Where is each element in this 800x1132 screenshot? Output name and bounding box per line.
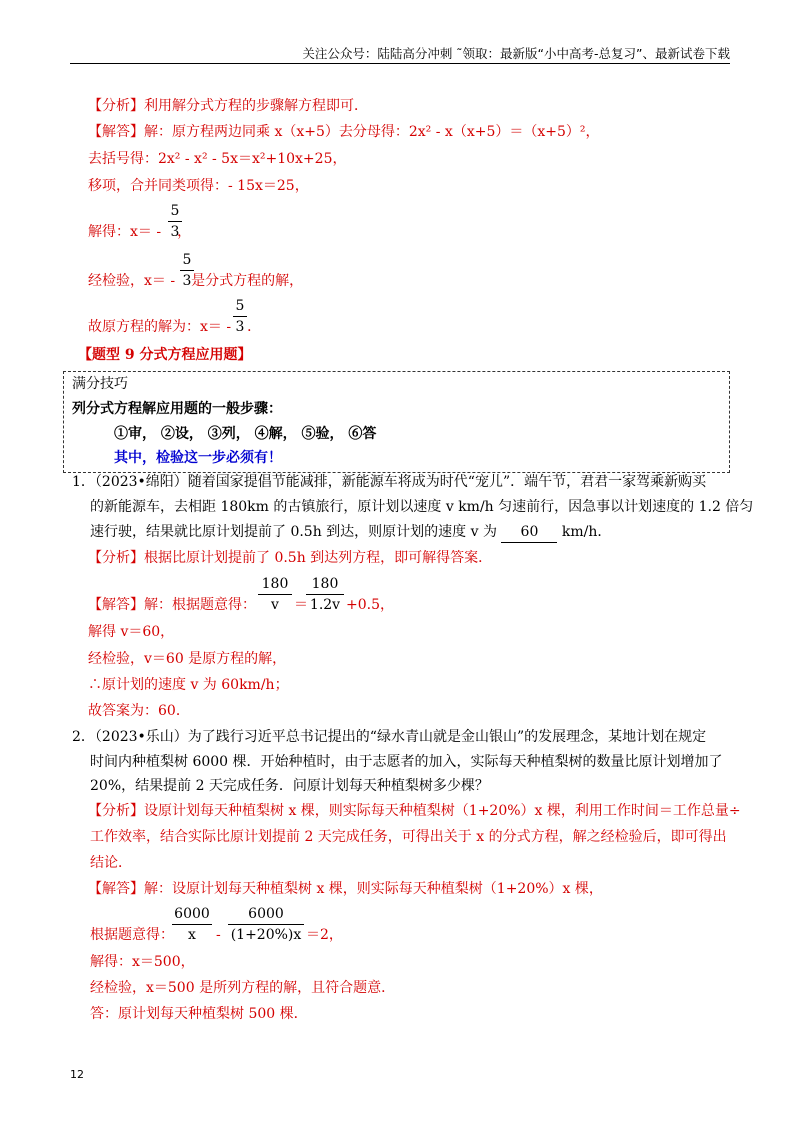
q1-solution-line3: 经检验，v＝60 是原方程的解， [88,651,287,667]
prev-solution-line2: 去括号得：2x² - x² - 5x＝x²+10x+25， [88,151,347,167]
frac-bar [180,270,194,271]
prev-l6-post: ． [247,319,262,335]
q1-solution-line2: 解得 v＝60， [88,624,175,640]
frac-num: 6000 [248,906,284,922]
q1-solution-line1 [88,595,256,615]
q2-solution-line1: 【解答】解：设原计划每天种植梨树 x 棵，则实际每天种植梨树（1+20%）x 棵， [88,881,603,897]
frac-bar [168,221,182,222]
q2-sol-post: ＝2， [306,927,343,943]
prev-solution-line5 [88,271,303,291]
frac-bar [233,316,247,317]
q1-solution-line5: 故答案为：60． [88,703,190,719]
frac-bar [306,594,344,595]
q2-analysis-line2: 工作效率，结合实际比原计划提前 2 天完成任务，可得出关于 x 的分式方程，解之经检验后，即可得出 [90,829,727,845]
page-number: 12 [70,1068,84,1081]
tips-title: 满分技巧 [72,376,128,392]
prev-l5-post: 是分式方程的解， [191,273,304,289]
q1-analysis: 【分析】根据比原计划提前了 0.5h 到达列方程，即可解得答案． [88,550,493,566]
frac-den: x [188,927,196,943]
frac-num: 180 [261,576,289,592]
q1-solution-line4: ∴原计划的速度 v 为 60km/h； [88,677,289,693]
prev-l5-pre: 经检验，x＝ - [88,273,176,289]
q1-line3 [90,522,611,543]
tips-steps: ①审， ②设， ③列， ④解， ⑤验， ⑥答 [114,426,377,442]
prev-l4-post: ， [177,224,192,240]
q2-fraction-1 [172,906,212,943]
q1-line1: 1．（2023•绵阳）随着国家提倡节能减排，新能源车将成为时代“宠儿”．端午节，君君一家驾乘新购买 [72,474,707,490]
q1-l3-pre: 速行驶，结果就比原计划提前了 0.5h 到达，则原计划的速度 v 为 [90,524,502,540]
prev-analysis: 【分析】利用解分式方程的步骤解方程即可． [88,98,368,114]
q2-solution-line5: 答：原计划每天种植梨树 500 棵． [90,1006,308,1022]
frac-den: 1.2v [309,597,341,613]
q2-solution-line2 [90,925,174,945]
frac-den: 3 [182,273,192,289]
q2-analysis-line1: 【分析】设原计划每天种植梨树 x 棵，则实际每天种植梨树（1+20%）x 棵，利用工作时间＝工作总量÷ [88,803,741,819]
q1-l3-post: km/h． [557,524,612,540]
q1-fraction-2 [306,576,344,613]
tips-heading: 列分式方程解应用题的一般步骤： [72,401,282,417]
prev-solution-line3: 移项，合并同类项得：- 15x＝25， [88,178,309,194]
q2-minus: - [216,927,221,943]
q1-equals: ＝ [294,597,308,613]
frac-num: 5 [235,298,245,314]
q2-line2: 时间内种植梨树 6000 棵．开始种植时，由于志愿者的加入，实际每天种植梨树的数量比原计划增加了 [90,754,723,770]
frac-num: 6000 [174,906,210,922]
fraction-five-thirds-3 [233,298,247,335]
frac-num: 180 [311,576,339,592]
frac-den: v [271,597,279,613]
q1-sol-post: +0.5， [346,597,394,613]
frac-den: 3 [170,224,180,240]
prev-l4-pre: 解得：x＝ - [88,224,162,240]
q1-sol-pre: 【解答】解：根据题意得： [88,597,256,613]
fraction-five-thirds-1 [168,203,182,240]
q2-fraction-2 [228,906,304,943]
q2-line1: 2．（2023•乐山）为了践行习近平总书记提出的“绿水青山就是金山银山”的发展理念，某地计划在规定 [72,729,707,745]
fraction-five-thirds-2 [180,252,194,289]
q1-line2: 的新能源车，去相距 180km 的古镇旅行，原计划以速度 v km/h 匀速前行，因急事以计划速度的 1.2 倍匀 [90,499,754,515]
q1-fraction-1 [258,576,292,613]
prev-l6-pre: 故原方程的解为：x＝ - [88,319,232,335]
frac-bar [172,924,212,925]
tips-note: 其中，检验这一步必须有！ [114,450,282,466]
q2-sol-pre: 根据题意得： [90,927,174,943]
frac-bar [228,924,304,925]
page-header: 关注公众号：陆陆高分冲刺 ˜领取：最新版“小中高考-总复习”、最新试卷下载 [302,46,730,61]
frac-num: 5 [170,203,180,219]
prev-solution-line1: 【解答】解：原方程两边同乘 x（x+5）去分母得：2x² - x（x+5）＝（x+5）²， [88,124,600,140]
header-rule [70,63,730,64]
section-title: 【题型 9 分式方程应用题】 [78,347,252,363]
frac-den: (1+20%)x [230,927,302,943]
q2-solution-line3: 解得：x＝500， [90,954,195,970]
q2-line3: 20%，结果提前 2 天完成任务．问原计划每天种植梨树多少棵？ [90,778,489,794]
frac-bar [258,594,292,595]
q1-answer-blank: 60 [501,522,557,543]
frac-den: 3 [235,319,245,335]
q2-analysis-line3: 结论． [90,855,132,871]
q2-solution-line4: 经检验，x＝500 是所列方程的解，且符合题意． [90,980,396,996]
frac-num: 5 [182,252,192,268]
